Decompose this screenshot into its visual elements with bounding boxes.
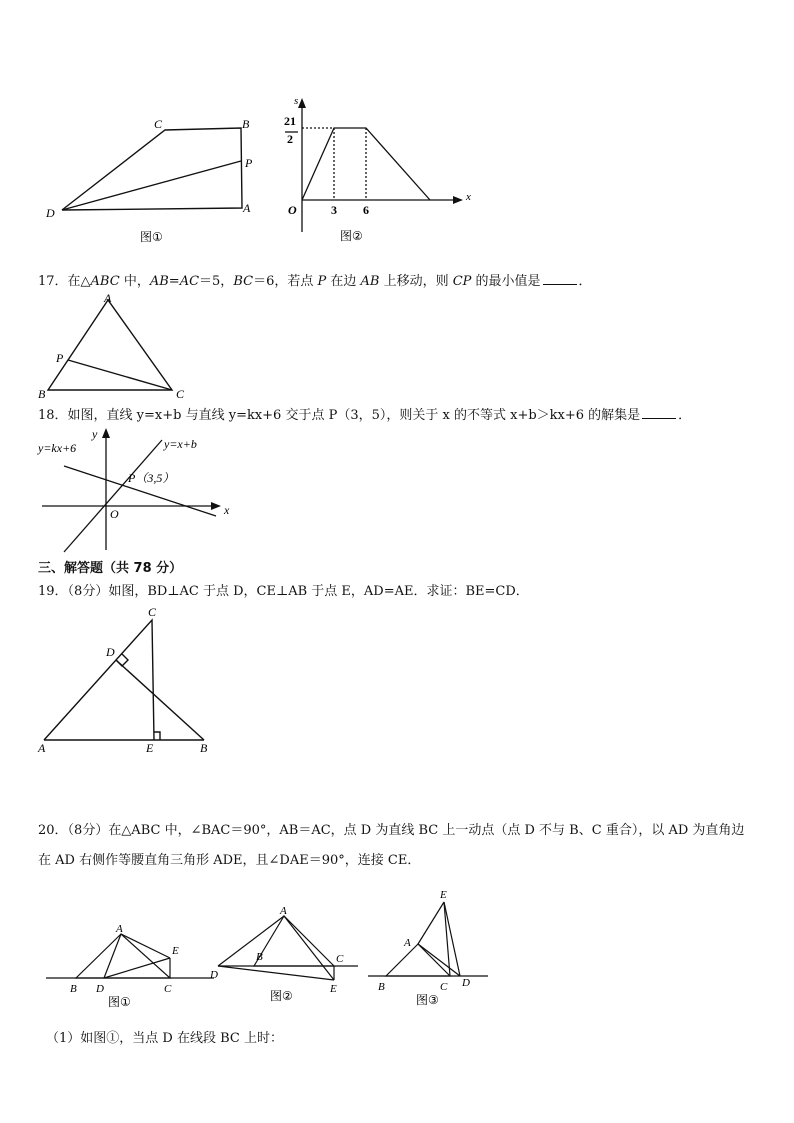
answer-blank[interactable] [642, 406, 676, 419]
answer-blank[interactable] [543, 272, 577, 285]
label-A: A [38, 741, 46, 755]
label-E: E [146, 741, 154, 755]
label-E: E [330, 983, 337, 995]
label-C: C [164, 983, 172, 995]
label-P: P [245, 156, 253, 170]
question-18: 18．如图，直线 y=x+b 与直线 y=kx+6 交于点 P（3，5），则关于 x 的不等式 x+b＞kx+6 的解集是 ． [38, 408, 692, 423]
frac-den: 2 [287, 132, 293, 146]
question-17: 17．在△ABC 中，AB=AC＝5，BC＝6，若点 P 在边 AB 上移动，则 CP 的最小值是 ． [38, 274, 592, 289]
section-heading: 三、解答题（共 78 分） [38, 561, 183, 576]
axis-y-label: y [92, 427, 98, 441]
origin-label: O [288, 203, 297, 217]
label-C: C [336, 953, 344, 965]
caption-fig2: 图② [340, 229, 363, 243]
label-D: D [106, 645, 115, 659]
figure-17 [36, 292, 196, 402]
label-B: B [70, 983, 77, 995]
label-A: A [116, 923, 123, 935]
line-xb-label: y=x+b [164, 437, 197, 451]
figure-20-2 [208, 904, 368, 1004]
label-A: A [243, 201, 251, 215]
label-C: C [148, 605, 157, 619]
caption-fig20-2: 图② [270, 989, 293, 1003]
label-B: B [256, 951, 263, 963]
point-P-label: P（3,5） [128, 471, 175, 485]
figure-20-3 [366, 884, 496, 1014]
figure-16-1 [40, 110, 270, 250]
label-C: C [176, 387, 185, 401]
label-B: B [378, 981, 385, 993]
figure-18 [36, 426, 246, 556]
label-C: C [440, 981, 448, 993]
label-A: A [280, 905, 287, 917]
label-D: D [210, 969, 218, 981]
label-A: A [104, 291, 112, 305]
label-A: A [404, 937, 411, 949]
question-20-part1: （1）如图①，当点 D 在线段 BC 上时： [46, 1031, 283, 1046]
line-kx6-label: y=kx+6 [38, 441, 77, 455]
label-B: B [200, 741, 208, 755]
label-D: D [46, 206, 55, 220]
caption-fig20-3: 图③ [416, 993, 439, 1007]
question-20-line2: 在 AD 右侧作等腰直角三角形 ADE，且∠DAE＝90°，连接 CE． [38, 853, 421, 868]
caption-fig20-1: 图① [108, 995, 131, 1009]
axis-x-label: x [466, 191, 471, 203]
label-D: D [462, 977, 470, 989]
tick-6: 6 [363, 203, 369, 217]
frac-num: 21 [284, 114, 296, 128]
question-19: 19．（8分）如图，BD⊥AC 于点 D，CE⊥AB 于点 E，AD=AE．求证：BE=CD． [38, 584, 529, 599]
label-C: C [154, 117, 163, 131]
figure-16-2 [280, 92, 480, 252]
label-E: E [440, 889, 447, 901]
label-B: B [242, 117, 250, 131]
axis-s-label: s [294, 95, 299, 107]
label-P: P [56, 351, 64, 365]
caption-fig1: 图① [140, 230, 163, 244]
origin-label: O [110, 507, 119, 521]
figure-19 [36, 604, 216, 754]
axis-x-label: x [224, 503, 230, 517]
label-D: D [96, 983, 104, 995]
tick-3: 3 [331, 203, 337, 217]
question-20-line1: 20．（8分）在△ABC 中，∠BAC＝90°，AB＝AC，点 D 为直线 BC 上一动点（点 D 不与 B、C 重合），以 AD 为直角边 [38, 823, 745, 838]
label-B: B [38, 387, 46, 401]
label-E: E [172, 945, 179, 957]
figure-20-1 [46, 922, 216, 1012]
